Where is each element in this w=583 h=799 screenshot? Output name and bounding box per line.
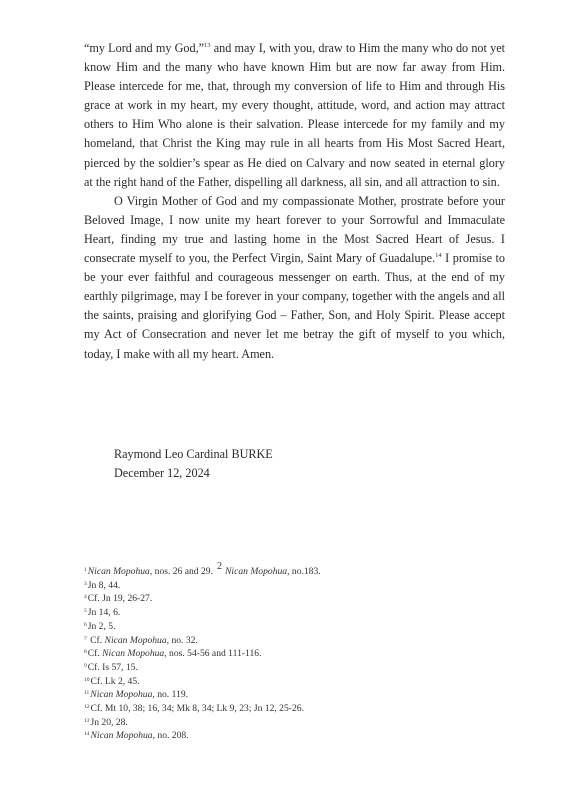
footnote-number: 9 — [84, 662, 87, 669]
footnote-ref-13[interactable]: 13 — [204, 42, 211, 49]
footnote-number-2: 2 — [217, 561, 222, 572]
footnote-text: Jn 2, 5. — [87, 620, 116, 632]
footnote-number: 10 — [84, 676, 90, 683]
body-text — [84, 39, 505, 364]
paragraph-2-text-a: O Virgin Mother of God and my compassionate Mother, prostrate before your Beloved Image, I now unite my heart forever to your Sorrowful and Immaculate Heart, finding my true and lasting home in the Most Sacred Heart of Jesus. I consecrate myself to you, the Perfect Virgin, Saint Mary of Guadalupe. — [84, 193, 505, 266]
footnote-number: 3 — [84, 580, 87, 587]
footnote-title: Nican Mopohua — [90, 730, 153, 742]
footnote-12 — [84, 702, 505, 716]
footnote-text: , no.183. — [287, 566, 321, 577]
footnote-number: 11 — [84, 690, 90, 697]
footnote-number: 7 — [84, 635, 87, 642]
footnote-1 — [84, 561, 505, 579]
footnote-prefix: Cf. — [87, 648, 103, 660]
footnotes — [84, 561, 505, 743]
footnote-text: , nos. 26 and 29. — [149, 566, 213, 577]
footnote-title: Nican Mopohua — [102, 648, 165, 660]
paragraph-2 — [84, 192, 505, 364]
footnote-title: Nican Mopohua — [87, 566, 150, 577]
paragraph-2-text-b: I promise to be your ever faithful and courageous messenger on earth. Thus, at the end of my earthly pilgrimage, may I be forever in your company, together with the angels and all the saints, praising and glorifying God – Father, Son, and Holy Spirit. Please accept my Act of Consecration and never let me betray the gift of myself to you which, today, I make with all my heart. Amen. — [84, 251, 506, 361]
footnote-number: 1 — [84, 567, 87, 573]
signatory-name: Raymond Leo Cardinal BURKE — [114, 447, 273, 461]
footnote-title: Nican Mopohua — [104, 634, 167, 646]
footnote-14 — [84, 729, 505, 743]
footnote-text: , no. 119. — [152, 689, 189, 701]
footnote-number: 13 — [84, 717, 90, 724]
paragraph-1 — [84, 39, 505, 192]
footnote-text: Cf. Mt 10, 38; 16, 34; Mk 8, 34; Lk 9, 23; Jn 12, 25-26. — [90, 703, 304, 715]
footnote-10 — [84, 675, 505, 689]
footnote-number: 5 — [84, 608, 87, 615]
signature-block — [114, 445, 273, 483]
paragraph-1-text-a: “my Lord and my God,” — [84, 41, 205, 55]
footnote-text: , no. 32. — [166, 634, 198, 646]
footnote-prefix: Cf. — [87, 634, 105, 646]
paragraph-1-text-b: and may I, with you, draw to Him the many who do not yet know Him and the many who have known Him but are now far away from Him. Please intercede for me, that, through my conversion of life to Him and through His grace at work in my heart, my every thought, attitude, word, and action may attract others to Him Who alone is their salvation. Please intercede for my family and my homeland, that Christ the King may rule in all hearts from His Most Sacred Heart, pierced by the soldier’s spear as He died on Calvary and now seated in eternal glory at the right hand of the Father, dispelling all darkness, all sin, and all attraction to sin. — [84, 41, 505, 189]
footnote-text: , nos. 54-56 and 111-116. — [164, 648, 262, 660]
footnote-number: 6 — [84, 621, 87, 628]
footnote-text: , no. 208. — [152, 730, 189, 742]
footnote-number: 12 — [84, 704, 90, 711]
footnote-text: Jn 14, 6. — [87, 607, 121, 619]
footnote-text: Cf. Jn 19, 26-27. — [87, 593, 153, 605]
footnote-11 — [84, 688, 505, 702]
footnote-6 — [84, 620, 505, 634]
footnote-3 — [84, 579, 505, 593]
footnote-title: Nican Mopohua — [225, 566, 288, 577]
footnote-text: Cf. Is 57, 15. — [87, 661, 138, 673]
footnote-title: Nican Mopohua — [90, 689, 153, 701]
footnote-text: Jn 20, 28. — [90, 716, 128, 728]
footnote-number: 14 — [84, 731, 90, 738]
footnote-number: 4 — [84, 594, 87, 601]
footnote-13 — [84, 716, 505, 730]
footnote-number: 8 — [84, 649, 87, 656]
footnote-8 — [84, 647, 505, 661]
footnote-text: Cf. Lk 2, 45. — [90, 675, 140, 687]
footnote-5 — [84, 606, 505, 620]
footnote-7 — [84, 634, 505, 648]
footnote-4 — [84, 592, 505, 606]
signature-date: December 12, 2024 — [114, 466, 210, 480]
footnote-ref-14[interactable]: 14 — [435, 252, 442, 260]
footnote-text: Jn 8, 44. — [87, 579, 121, 591]
footnote-9 — [84, 661, 505, 675]
